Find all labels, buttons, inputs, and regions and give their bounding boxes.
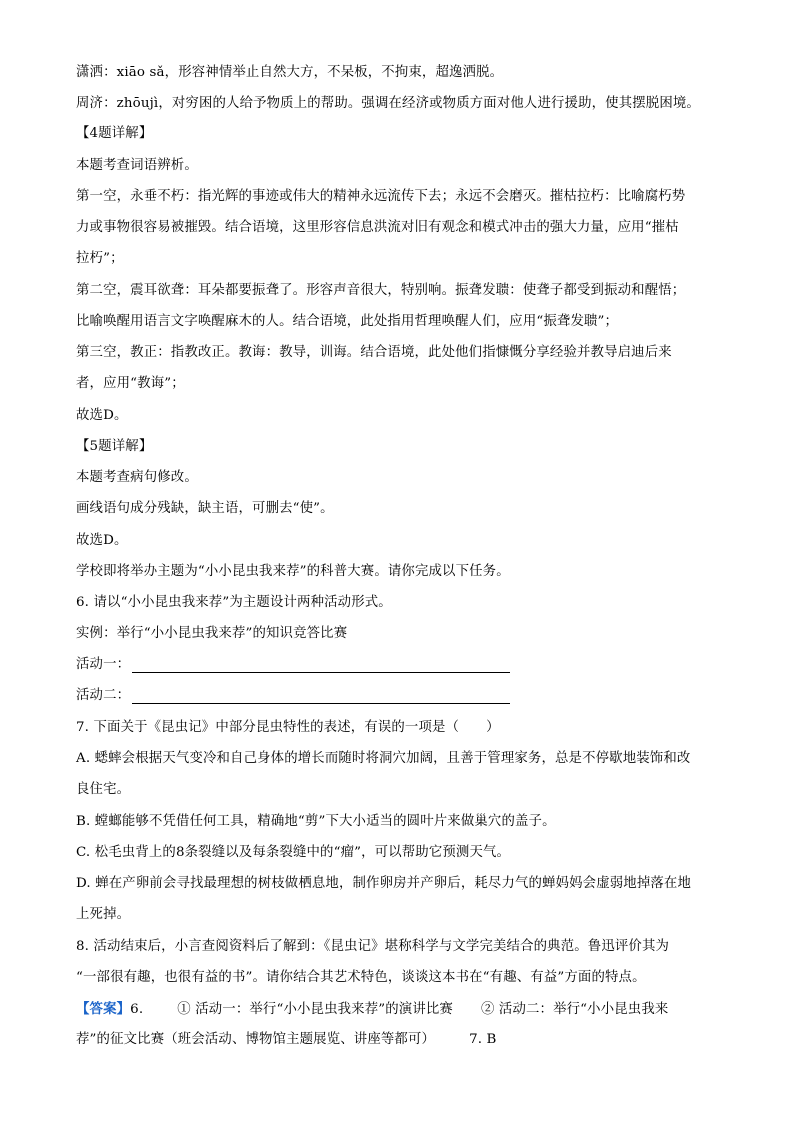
text-line: 实例：举行“小小昆虫我来荐”的知识竞答比赛 <box>76 626 348 641</box>
text-line: 拉朽”； <box>76 251 124 266</box>
answer-part-2: 活动二：举行“小小昆虫我来 <box>498 1002 669 1017</box>
circled-number-1: ① <box>177 1002 191 1017</box>
text-line: 比喻唤醒用语言文字唤醒麻木的人。结合语境，此处指用哲理唤醒人们，应用“振聋发聩”； <box>76 314 619 329</box>
text-line: 学校即将举办主题为“小小昆虫我来荐”的科普大赛。请你完成以下任务。 <box>76 564 510 579</box>
text-line: 第二空，震耳欲聋：耳朵都要振聋了。形容声音很大，特别响。振聋发聩：使聋子都受到振动和醒悟； <box>76 283 686 298</box>
text-line: 第一空，永垂不朽：指光辉的事迹或伟大的精神永远流传下去；永远不会磨灭。摧枯拉朽：比喻腐朽势 <box>76 189 686 204</box>
answer-tag: 【答案】 <box>76 1001 131 1017</box>
activity-1-label: 活动一： <box>76 657 131 672</box>
text-line: 本题考查词语辨析。 <box>76 158 198 173</box>
text-line: “一部很有趣，也很有益的书”。请你结合其艺术特色，谈谈这本书在“有趣、有益”方面的特点。 <box>76 970 646 985</box>
question-6: 6. 请以“小小昆虫我来荐”为主题设计两种活动形式。 <box>76 595 392 610</box>
text-line: 故选D。 <box>76 408 128 423</box>
answer-part-2-cont: 荐”的征文比赛（班会活动、博物馆主题展览、讲座等都可） <box>76 1032 436 1047</box>
circled-number-2: ② <box>480 1002 495 1017</box>
answer-question-number: 6. <box>130 1002 144 1017</box>
option-a: A. 蟋蟀会根据天气变冷和自己身体的增长而随时将洞穴加阔，且善于管理家务，总是不停歇地装饰和改 <box>76 751 691 766</box>
answer-part-1: 活动一：举行“小小昆虫我来荐”的演讲比赛 <box>195 1002 453 1017</box>
question-8: 8. 活动结束后，小言查阅资料后了解到：《昆虫记》堪称科学与文学完美结合的典范。鲁迅评价其为 <box>76 939 670 954</box>
answer-line <box>76 999 726 1020</box>
text-line: 第三空，教正：指教改正。教诲：教导，训诲。结合语境，此处他们指慷慨分享经验并教导启迪后来 <box>76 345 672 360</box>
activity-1-blank[interactable] <box>132 672 510 673</box>
section-heading: 【4题详解】 <box>76 126 153 141</box>
option-d: D. 蝉在产卵前会寻找最理想的树枝做栖息地，制作卵房并产卵后，耗尽力气的蝉妈妈会虚弱地掉落在地 <box>76 876 692 891</box>
text-line: 画线语句成分残缺，缺主语，可删去“使”。 <box>76 501 334 516</box>
activity-2-label: 活动二： <box>76 688 131 703</box>
text-line: 者，应用“教诲”； <box>76 376 185 391</box>
activity-2-blank[interactable] <box>132 703 510 704</box>
answer-line-2 <box>76 1030 726 1050</box>
text-line: 力或事物很容易被摧毁。结合语境，这里形容信息洪流对旧有观念和模式冲击的强大力量，应用“摧枯 <box>76 220 679 235</box>
section-heading: 【5题详解】 <box>76 439 153 454</box>
text-line: 良住宅。 <box>76 782 131 797</box>
question-7: 7. 下面关于《昆虫记》中部分昆虫特性的表述，有误的一项是（ ） <box>76 720 500 735</box>
text-line: 周济：zhōujì，对穷困的人给予物质上的帮助。强调在经济或物质方面对他人进行援助，使其摆脱困境。 <box>76 96 700 111</box>
answer-q7: 7. B <box>469 1032 497 1047</box>
text-line: 潇洒：xiāo sǎ，形容神情举止自然大方，不呆板，不拘束，超逸洒脱。 <box>76 65 504 80</box>
option-b: B. 螳螂能够不凭借任何工具，精确地“剪”下大小适当的圆叶片来做巢穴的盖子。 <box>76 814 556 829</box>
text-line: 上死掉。 <box>76 907 131 922</box>
text-line: 故选D。 <box>76 533 128 548</box>
text-line: 本题考查病句修改。 <box>76 470 198 485</box>
option-c: C. 松毛虫背上的8条裂缝以及每条裂缝中的“瘤”，可以帮助它预测天气。 <box>76 845 511 860</box>
